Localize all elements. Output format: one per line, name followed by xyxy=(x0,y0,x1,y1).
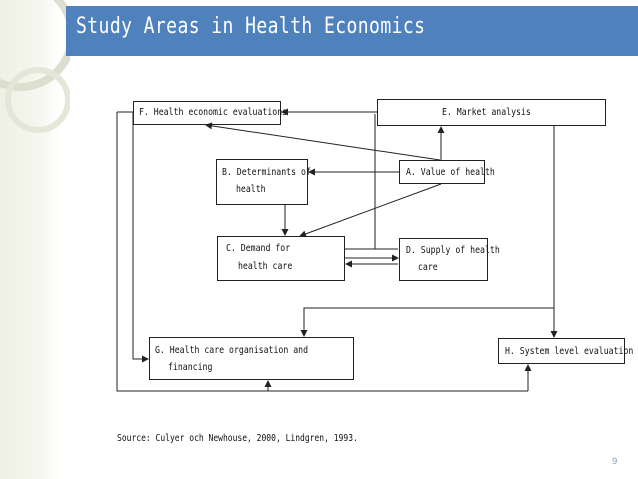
box-c-label-1: C. Demand for xyxy=(226,243,291,254)
box-d-label-1: D. Supply of health xyxy=(406,245,500,256)
box-d-label-2: care xyxy=(418,262,438,273)
arrow-a-to-c xyxy=(300,184,441,236)
box-e-label: E. Market analysis xyxy=(442,107,531,118)
box-b-label-1: B. Determinants of xyxy=(222,167,311,178)
slide-title: Study Areas in Health Economics xyxy=(76,14,426,39)
box-b-label-2: health xyxy=(236,184,266,195)
arrow-f-to-g xyxy=(133,112,148,359)
source-citation: Source: Culyer och Newhouse, 2000, Lindgren, 1993. xyxy=(117,433,358,444)
arrow-to-g xyxy=(304,308,554,336)
box-a-label: A. Value of health xyxy=(406,167,495,178)
box-g-label-2: financing xyxy=(168,362,213,373)
page-number: 9 xyxy=(612,457,618,467)
box-f-label: F. Health economic evaluations xyxy=(139,107,288,118)
box-h-label: H. System level evaluation xyxy=(505,346,634,357)
outer-loop xyxy=(117,112,528,391)
box-g-label-1: G. Health care organisation and xyxy=(155,345,309,356)
box-c-label-2: health care xyxy=(238,261,293,272)
arrow-a-to-f xyxy=(206,125,440,160)
